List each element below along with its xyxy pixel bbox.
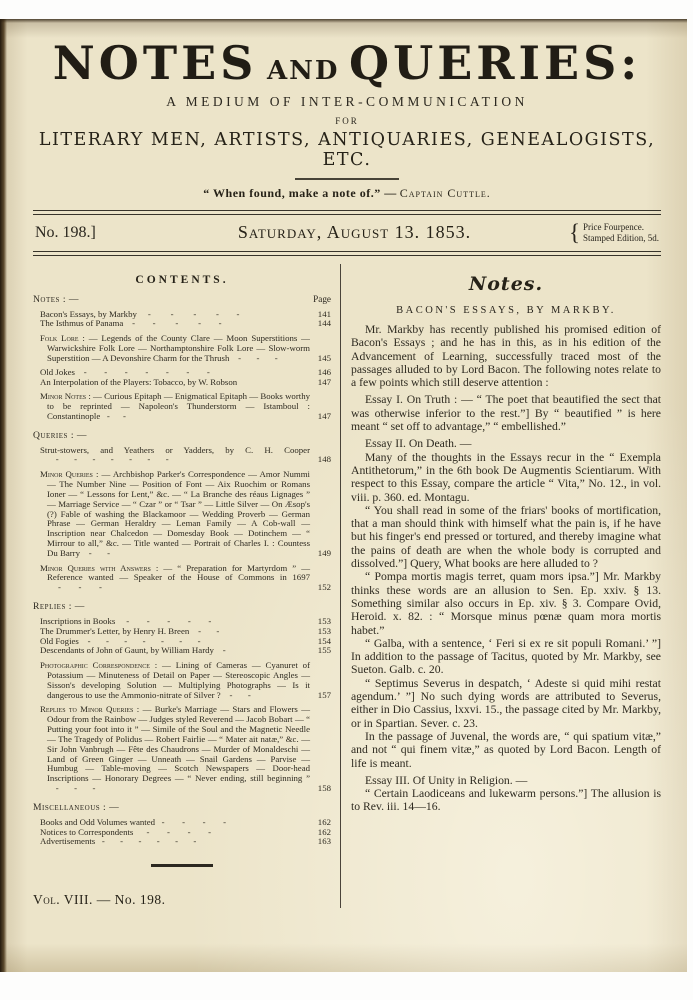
toc-entry-text: Old Jokes <box>40 368 75 378</box>
toc-entry <box>33 334 331 364</box>
toc-entry-leader: - - - - - - - <box>74 368 210 378</box>
toc-entry-page: 149 <box>317 548 331 559</box>
article-paragraph: “ You shall read in some of the friars' books of mortification, that a man should think with himself what the pain is, if he have but his finger's end pressed or tortured, and thereby imagine what the pains of death are when the whole body is corrupted and dissolved.”] Query, What books are here alluded to ? <box>351 503 661 571</box>
toc-entry-page: 155 <box>317 646 331 656</box>
motto-quote: “ When found, make a note of.” — <box>203 186 397 200</box>
toc-entry-leader: - - <box>189 626 220 636</box>
toc-entry-leader: - - - - - - - <box>78 636 201 646</box>
toc-entry <box>33 378 331 388</box>
toc-entry-page: 163 <box>317 837 331 847</box>
toc-entry-leader: - - - - - - <box>95 837 197 847</box>
price-brace: { <box>568 219 580 245</box>
toc-entry <box>33 319 331 329</box>
toc-entry-page: 144 <box>317 319 331 329</box>
toc-entry-text: Descendants of John of Gaunt, by William Hardy <box>40 646 214 656</box>
masthead-subtitle: A MEDIUM OF INTER-COMMUNICATION <box>166 94 528 109</box>
article-paragraph: “ Septimus Severus in despatch, ‘ Adeste si quid mihi restat agendum.’ ”] No such dying words are attributed to Severus, either in Dio Cassius, lxxvi. 15., the passage cited by Mr. Markby, or in Spartian. Sever. c. 23. <box>351 676 661 730</box>
toc-entry <box>33 627 331 637</box>
toc-entry-text: Old Fogies <box>40 636 79 646</box>
toc-entry-leader: - - - - <box>133 827 212 837</box>
article-paragraph: Mr. Markby has recently published his promised edition of Bacon's Essays ; and he has in this, as in his edition of the Advancement of Learning, successfully traced most of the passages alluded to by Lord Bacon. The following notes relate to a few points which still deserve attention : <box>351 323 661 390</box>
toc-entry-text: — “ Preparation for Martyrdom ” — Reference wanted — Speaker of the House of Commons in 1697 <box>47 563 310 583</box>
toc-entry-page: 152 <box>317 582 331 593</box>
toc-entry-leader: - - - - <box>155 817 227 827</box>
contents-heading: CONTENTS. <box>135 274 229 286</box>
contents-page-label: Page <box>313 294 331 304</box>
volume-issue: — No. 198. <box>92 892 166 908</box>
masthead-title <box>33 36 661 90</box>
toc-entry-page: 162 <box>317 827 331 837</box>
toc-entry-text: Strut-stowers, and Yeathers or Yadders, by C. H. Cooper <box>40 445 310 455</box>
toc-entry-text: — Curious Epitaph — Enigmatical Epitaph — Books worthy to be reprinted — Napoleon's Thunderstorm — Istamboul : Constantinople <box>47 392 310 422</box>
toc-entry-leader: - - - <box>47 582 102 593</box>
toc-entry <box>33 564 331 594</box>
toc-entry-leader: - - - - - <box>136 309 240 319</box>
contents-section-title: Notes : — <box>33 294 79 305</box>
toc-entry-lead: Folk Lore : <box>40 333 85 343</box>
toc-entry-page: 141 <box>317 309 331 319</box>
issue-date: Saturday, August 13. 1853. <box>237 222 472 242</box>
article-paragraph: “ Pompa mortis magis terret, quam mors ipsa.”] Mr. Markby thinks these words are an allusion to Sen. Ep. xxiv. § 13. Something similar also occurs in Ep. xiv. § 3. Compare Ovid, Heroid. x. 82. : “ Morsque minus pœnæ quam mora mortis habet.” <box>351 570 661 637</box>
article-paragraph: Essay III. Of Unity in Religion. — <box>365 773 528 787</box>
toc-entry <box>33 617 331 627</box>
contents-section-header <box>33 294 331 305</box>
toc-entry-lead: Photographic Correspondence : <box>40 660 158 670</box>
toc-entry-text: Inscriptions in Books <box>40 616 116 626</box>
volume-label: Vol. VIII. <box>33 892 93 908</box>
price-line-1: Price Fourpence. <box>583 221 644 232</box>
toc-entry-lead: Minor Queries : <box>40 469 99 479</box>
article-paragraph: Essay II. On Death. — <box>365 437 472 451</box>
motto-attribution: Captain Cuttle. <box>399 186 491 200</box>
contents-section-title: Replies : — <box>33 601 85 613</box>
contents-section-title: Miscellaneous : — <box>33 802 120 814</box>
contents-end-rule <box>151 864 213 867</box>
page <box>0 19 687 972</box>
toc-entry-leader: - - - - - <box>115 616 212 626</box>
toc-entry <box>33 705 331 794</box>
toc-entry-page: 153 <box>317 616 331 626</box>
masthead-for: FOR <box>335 116 359 126</box>
toc-entry-page: 147 <box>317 411 331 422</box>
toc-entry-leader: - <box>213 646 226 656</box>
price-line-2: Stamped Edition, 5d. <box>583 232 659 243</box>
toc-entry-lead: Minor Notes : <box>40 392 91 402</box>
toc-entry-page: 162 <box>317 817 331 827</box>
masthead-rule <box>295 178 399 180</box>
toc-entry <box>33 368 331 378</box>
toc-entry-page: 154 <box>317 636 331 646</box>
title-word-notes: NOTES <box>52 36 258 90</box>
toc-entry <box>33 470 331 559</box>
toc-entry-text: Books and Odd Volumes wanted <box>40 817 156 827</box>
toc-entry <box>33 828 331 838</box>
toc-entry-leader: - - - - - <box>123 319 222 329</box>
toc-entry-text: — Burke's Marriage — Stars and Flowers — Odour from the Rainbow — Judges styled Reverend — Jacob Bobart — “ Putting your foot into it ” — Simile of the Soul and the Magnetic Needle — The Tragedy of Polidus — Robert Fairlie — “ Mater ait natæ,” &c. — Sir John Vanbrugh — Fête des Chaudrons — Murder of Monaldeschi — Land of Green Ginger — Unneath — Snail Gardens — Parvise — Humbug — Table-moving — Scotch Newspapers — Door-head Inscriptions — Honorary Degrees — “ Never ending, still beginning ” <box>47 705 310 784</box>
toc-entry-page: 158 <box>317 783 331 794</box>
notes-section-heading: Notes. <box>468 273 544 295</box>
toc-entry-text: The Isthmus of Panama <box>40 319 124 329</box>
toc-entry-leader: - - <box>220 689 251 700</box>
title-word-queries: QUERIES: <box>349 36 642 90</box>
toc-entry-text: Advertisements <box>40 837 96 847</box>
contents-section-header <box>33 802 331 813</box>
toc-entry-text: The Drummer's Letter, by Henry H. Breen <box>40 626 190 636</box>
dateline-rule-bottom <box>33 251 661 256</box>
title-word-and: AND <box>266 56 340 86</box>
page-content <box>33 19 661 908</box>
volume-footer <box>33 892 331 908</box>
toc-entry <box>33 661 331 701</box>
article-paragraph: Essay I. On Truth : — “ The poet that beautified the sect that was otherwise inferior to the rest.”] By “ beautified ” is here meant “ set off to advantage,” “ embellished.” <box>351 393 661 434</box>
masthead <box>33 36 661 201</box>
toc-entry-lead: Replies to Minor Queries : <box>40 705 140 714</box>
price-lines <box>583 222 659 244</box>
toc-entry-text: Bacon's Essays, by Markby <box>40 309 137 319</box>
toc-entry-leader: - - - - - - - <box>47 454 169 465</box>
contents-section-title: Queries : — <box>33 430 87 442</box>
price-block <box>509 220 659 246</box>
issue-number: No. 198.] <box>35 223 96 241</box>
contents-sections <box>33 294 331 847</box>
article-body <box>351 323 661 814</box>
toc-entry-page: 153 <box>317 626 331 636</box>
toc-entry <box>33 646 331 656</box>
toc-entry-text: — Legends of the County Clare — Moon Superstitions — Warwickshire Folk Lore — Northamptonshire Folk Lore — Slow-worm Superstition — A Devonshire Charm for the Thrush <box>47 333 310 363</box>
article-paragraph: Many of the thoughts in the Essays recur in the “ Exempla Antithetorum,” in the 6th book De Augmentis Scientiarum. With respect to this Essay, compare the article “ Vita,” No. 12., in vol. viii. p. 360. ed. Montagu. <box>351 450 661 504</box>
article-paragraph: “ Galba, with a sentence, ‘ Feri si ex re sit populi Romani.’ ”] In addition to the passage of Tacitus, quoted by Mr. Markby, see Sueton. Galb. c. 20. <box>351 636 661 677</box>
toc-entry <box>33 837 331 847</box>
masthead-motto <box>33 186 661 201</box>
toc-entry-leader: - - - <box>229 352 278 363</box>
toc-entry-text: Notices to Correspondents <box>40 827 134 837</box>
toc-entry-page: 157 <box>317 689 331 700</box>
toc-entry-page: 148 <box>317 454 331 465</box>
toc-entry-page: 145 <box>317 352 331 363</box>
contents-section-header <box>33 430 331 441</box>
toc-entry <box>33 310 331 320</box>
columns <box>33 264 661 908</box>
toc-entry-page: 147 <box>317 377 331 387</box>
toc-entry-lead: Minor Queries with Answers : <box>40 563 159 573</box>
masthead-audience: LITERARY MEN, ARTISTS, ANTIQUARIES, GENEALOGISTS, ETC. <box>38 130 656 170</box>
toc-entry-text: — Lining of Cameras — Cyanuret of Potassium — Minuteness of Detail on Paper — Stereoscopic Angles — Sisson's developing Solution — Multiplying Photographs — Is it dangerous to use the Ammonio-nitrate of Silver ? <box>47 660 311 700</box>
dateline <box>33 215 661 251</box>
article-title: BACON'S ESSAYS, BY MARKBY. <box>396 305 616 316</box>
contents-section-header <box>33 601 331 612</box>
scan-left-edge <box>0 19 7 972</box>
toc-entry-text: — Archbishop Parker's Correspondence — Amor Nummi — The Number Nine — Position of Font — Aix Ruochim or Romans Ioner — “ Lessons for Lent,” &c. — “ La Branche des réaus Lignages ” — Marriage Service — “ Czar ” or “ Tsar ” — Little Silver — On Æsop's (?) Fable of washing the Blackamoor — Wedding Proverb — German Phrase — German Heraldry — Leman Family — A Cob-wall — Inscription near Chalcedon — Domesday Book — Dotinchem — “ Mirrour to all,” &c. — Title wanted — Portrait of Charles I. : Countess Du Barry <box>47 469 311 559</box>
toc-entry <box>33 637 331 647</box>
toc-entry <box>33 392 331 422</box>
toc-entry <box>33 818 331 828</box>
toc-entry-leader: - - <box>79 548 111 559</box>
toc-entry-leader: - - <box>100 411 126 422</box>
toc-entry-text: An Interpolation of the Players: Tobacco, by W. Robson <box>40 377 238 387</box>
contents-column <box>33 264 340 908</box>
toc-entry-leader: - - - <box>47 783 96 794</box>
article-paragraph: In the passage of Juvenal, the words are, “ qui spatium vitæ,” and not “ qui finem vitæ,” as quoted by Lord Bacon. Length of life is meant. <box>351 729 661 770</box>
article-paragraph: “ Certain Laodiceans and lukewarm persons.”] The allusion is to Rev. iii. 14—16. <box>351 787 661 814</box>
article-column <box>341 264 661 908</box>
toc-entry <box>33 446 331 466</box>
toc-entry-page: 146 <box>317 368 331 378</box>
